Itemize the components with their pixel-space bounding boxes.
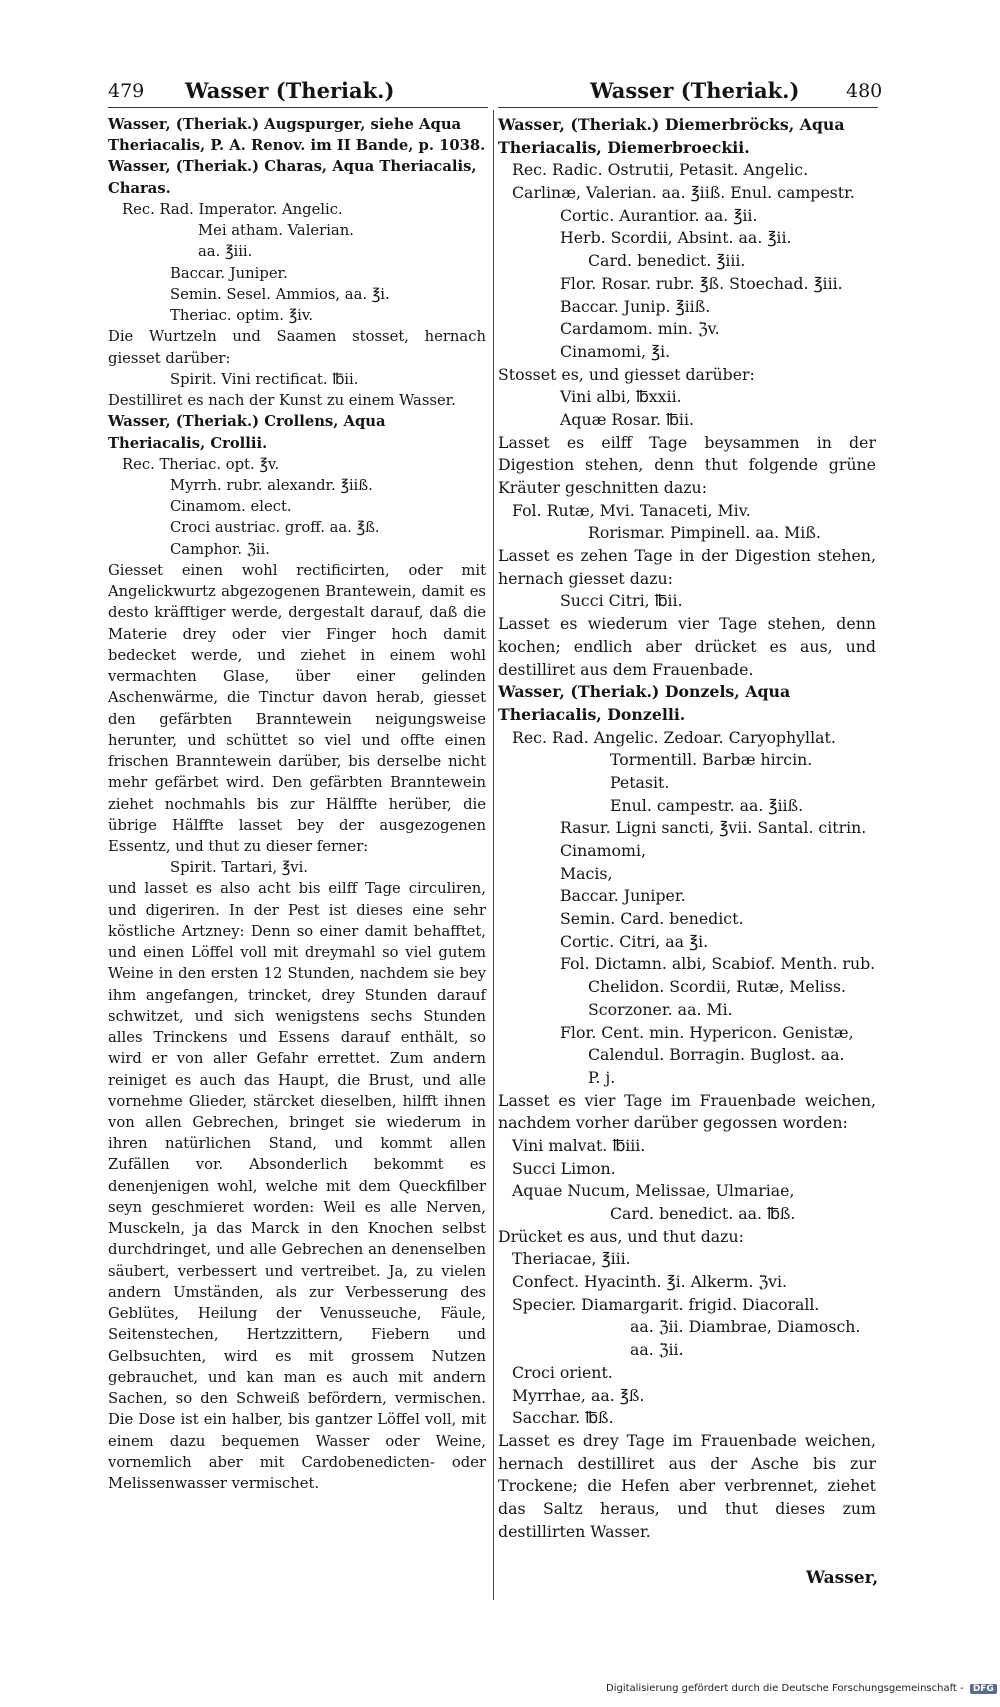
right-column (498, 114, 876, 1543)
footer-text: Digitalisierung gefördert durch die Deutsche Forschungsgemeinschaft - (606, 1683, 964, 1694)
ingredient-line: Succi Limon. (512, 1158, 616, 1178)
paragraph: Destilliret es nach der Kunst zu einem Wasser. (108, 392, 456, 410)
entry-title: Wasser, (Theriak.) Charas, Aqua Theriacalis, Charas. (108, 158, 477, 197)
paragraph: Lasset es vier Tage im Frauenbade weichen, nachdem vorher darüber gegossen worden: (498, 1090, 876, 1133)
ingredient-line: Card. benedict. ℥iii. (588, 251, 746, 271)
ingredient-line: Herb. Scordii, Absint. aa. ℥ii. (560, 228, 792, 248)
ingredient-line: Specier. Diamargarit. frigid. Diacorall. (512, 1294, 820, 1314)
ingredient-line: Theriac. optim. ℥iv. (170, 307, 314, 325)
paragraph: Drücket es aus, und thut dazu: (498, 1226, 744, 1246)
paragraph: Stosset es, und giesset darüber: (498, 364, 755, 384)
ingredient-line: Cardamom. min. ℨv. (560, 319, 720, 339)
ingredient-line: Flor. Rosar. rubr. ℥ß. Stoechad. ℥iii. (560, 273, 843, 293)
ingredient-line: Baccar. Juniper. (560, 886, 686, 906)
ingredient-line: Mei atham. Valerian. (198, 222, 354, 240)
column-divider (493, 110, 494, 1600)
ingredient-line: Cinamomi, (560, 841, 647, 860)
recipe-line: Rec. Radic. Ostrutii, Petasit. Angelic. Carlinæ, Valerian. aa. ℥iiß. Enul. campestr. (512, 160, 855, 203)
dfg-logo-icon: DFG (970, 1684, 997, 1694)
entry-title: Wasser, (Theriak.) Augspurger, siehe Aqua Theriacalis, P. A. Renov. im II Bande, p. 1038. (108, 116, 486, 155)
paragraph: Lasset es wiederum vier Tage stehen, denn kochen; endlich aber drücket es aus, und destilliret aus dem Frauenbade. (498, 614, 876, 679)
ingredient-line: Rorismar. Pimpinell. aa. Miß. (588, 523, 821, 543)
ingredient-line: Croci orient. (512, 1362, 613, 1382)
right-running-head: Wasser (Theriak.) (590, 78, 800, 103)
ingredient-line: Cortic. Citri, aa ℥i. (560, 931, 709, 951)
paragraph: und lasset es also acht bis eilff Tage circuliren, und digeriren. In der Pest ist dieses eine sehr köstliche Artzney: Denn so einer damit behafftet, und einen Löffel voll mit dreymahl so viel gutem Weine in den ersten 12 Stunden, nachdem sie bey ihm angefangen, trincket, drey Stunden darauf schwitzet, und sich wenigstens sechs Stunden alles Trinckens und Essens darauf enthält, so wird er von aller Gefahr errettet. Zum andern reiniget es auch das Haupt, die Brust, und alle vornehme Glieder, stärcket dieselben, hilfft ihnen von allen Gebrechen, bringet sie wiederum in ihren natürlichen Stand, und kommt allen Zufällen vor. Absonderlich bekommt es denenjenigen wohl, welche mit dem Queckfilber seyn geschmieret worden: Weil es alle Nerven, Musckeln, ja das Marck in den Knochen selbst durchdringet, und alle Gebrechen an denenselben säubert, verbessert und vertreibet. Ja, zu vielen andern Umständen, als zur Verbesserung des Geblütes, Heilung der Venusseuche, Fäule, Seitenstechen, Hertzzittern, Fiebern und Gelbsuchten, wird es mit grossem Nutzen gebrauchet, und kan man es auch mit andern Sachen, so den Schweiß befördern, vermischen. Die Dose ist ein halber, bis gantzer Löffel voll, mit einem dazu bequemen Wasser oder Weine, vornemlich aber mit Cardobenedicten- oder Melissenwasser vermischet. (108, 880, 486, 1492)
ingredient-line: Macis, (560, 863, 613, 883)
ingredient-line: Sacchar. ℔ß. (512, 1408, 614, 1428)
ingredient-line: Cortic. Aurantior. aa. ℥ii. (560, 205, 758, 225)
entry-title: Wasser, (Theriak.) Diemerbröcks, Aqua Theriacalis, Diemerbroeckii. (498, 115, 845, 157)
ingredient-line: Camphor. ℨii. (170, 540, 270, 558)
ingredient-line: Myrrh. rubr. alexandr. ℥iiß. (170, 476, 373, 494)
ingredient-line: Theriacae, ℥iii. (512, 1249, 631, 1269)
ingredient-line: Succi Citri, ℔ii. (560, 591, 683, 611)
ingredient-line: Baccar. Junip. ℥iiß. (560, 296, 711, 316)
ingredient-line: Vini albi, ℔xxii. (560, 387, 682, 407)
ingredient-line: Fol. Dictamn. albi, Scabiof. Menth. rub. (560, 954, 876, 974)
ingredient-line: Spirit. Tartari, ℥vi. (170, 859, 309, 877)
paragraph: Giesset einen wohl rectificirten, oder mit Angelickwurtz abgezogenen Brantewein, damit es desto kräfftiger werde, dergestalt darauf, daß die Materie drey oder vier Finger hoch damit bedecket werde, und ziehet in einem wohl vermachten Glase, über einer gelinden Aschenwärme, die Tinctur davon herab, giesset den gefärbten Branntewein neigungsweise herunter, und schüttet so viel und offte einen frischen Branntewein darüber, bis derselbe nicht mehr gefärbet wird. Den gefärbten Branntewein ziehet nochmahls bis zur Hälffte herüber, die übrige Hälffte lasset bey der ausgezogenen Essentz, und thut zu dieser ferner: (108, 561, 486, 855)
catchword: Wasser, (806, 1568, 879, 1588)
left-running-head: Wasser (Theriak.) (185, 78, 395, 103)
ingredient-line: Confect. Hyacinth. ℥i. Alkerm. ℨvi. (512, 1272, 788, 1292)
ingredient-line: aa. ℥iii. (198, 243, 253, 261)
recipe-line: Rec. Rad. Angelic. Zedoar. Caryophyllat. (512, 727, 836, 747)
ingredient-line: Enul. campestr. aa. ℥iiß. (610, 795, 804, 815)
ingredient-line: Baccar. Juniper. (170, 264, 288, 282)
left-column (108, 114, 486, 1494)
ingredient-line: Spirit. Vini rectificat. ℔ii. (170, 370, 359, 388)
header-rule-left (108, 107, 488, 108)
ingredient-line: Croci austriac. groff. aa. ℥ß. (170, 519, 380, 537)
paragraph: Lasset es eilff Tage beysammen in der Digestion stehen, denn thut folgende grüne Kräuter geschnitten dazu: (498, 432, 876, 497)
ingredient-line: Calendul. Borragin. Buglost. aa. (588, 1045, 845, 1065)
ingredient-line: Aquae Nucum, Melissae, Ulmariae, (512, 1181, 795, 1201)
ingredient-line: Vini malvat. ℔iii. (512, 1135, 646, 1155)
ingredient-line: P. j. (588, 1067, 616, 1087)
header-rule-right (498, 107, 878, 108)
digitization-footer (606, 1683, 997, 1694)
ingredient-line: Scorzoner. aa. Mi. (588, 999, 733, 1019)
right-page-number: 480 (846, 80, 883, 102)
paragraph: Lasset es zehen Tage in der Digestion stehen, hernach giesset dazu: (498, 546, 876, 588)
ingredient-line: Cinamom. elect. (170, 498, 292, 516)
ingredient-line: Myrrhae, aa. ℥ß. (512, 1385, 645, 1405)
ingredient-line: Tormentill. Barbæ hircin. Petasit. (610, 750, 813, 792)
ingredient-line: Card. benedict. aa. ℔ß. (610, 1204, 796, 1223)
ingredient-line: Aquæ Rosar. ℔ii. (560, 409, 694, 429)
recipe-line: Rec. Rad. Imperator. Angelic. (122, 200, 343, 218)
ingredient-line: Chelidon. Scordii, Rutæ, Meliss. (588, 977, 846, 997)
entry-title: Wasser, (Theriak.) Donzels, Aqua Theriacalis, Donzelli. (498, 682, 791, 724)
paragraph: Die Wurtzeln und Saamen stosset, hernach giesset darüber: (108, 328, 486, 367)
entry-title: Wasser, (Theriak.) Crollens, Aqua Theriacalis, Crollii. (108, 413, 386, 452)
ingredient-line: Rasur. Ligni sancti, ℥vii. Santal. citrin. (560, 818, 867, 838)
ingredient-line: Cinamomi, ℥i. (560, 341, 671, 361)
ingredient-line: aa. ℨii. Diambrae, Diamosch. (630, 1317, 861, 1337)
recipe-line: Rec. Theriac. opt. ℥v. (122, 455, 280, 473)
ingredient-line: Fol. Rutæ, Mvi. Tanaceti, Miv. (512, 500, 751, 520)
ingredient-line: Flor. Cent. min. Hypericon. Genistæ, (560, 1022, 854, 1042)
paragraph: Lasset es drey Tage im Frauenbade weichen, hernach destilliret aus der Asche bis zur Trockene; die Hefen aber verbrennet, ziehet das Saltz heraus, und thut dieses zum destillirten Wasser. (498, 1430, 876, 1541)
ingredient-line: Semin. Sesel. Ammios, aa. ℥i. (170, 285, 390, 303)
ingredient-line: Semin. Card. benedict. (560, 909, 744, 929)
ingredient-line: aa. ℨii. (630, 1340, 684, 1360)
left-page-number: 479 (108, 80, 145, 102)
